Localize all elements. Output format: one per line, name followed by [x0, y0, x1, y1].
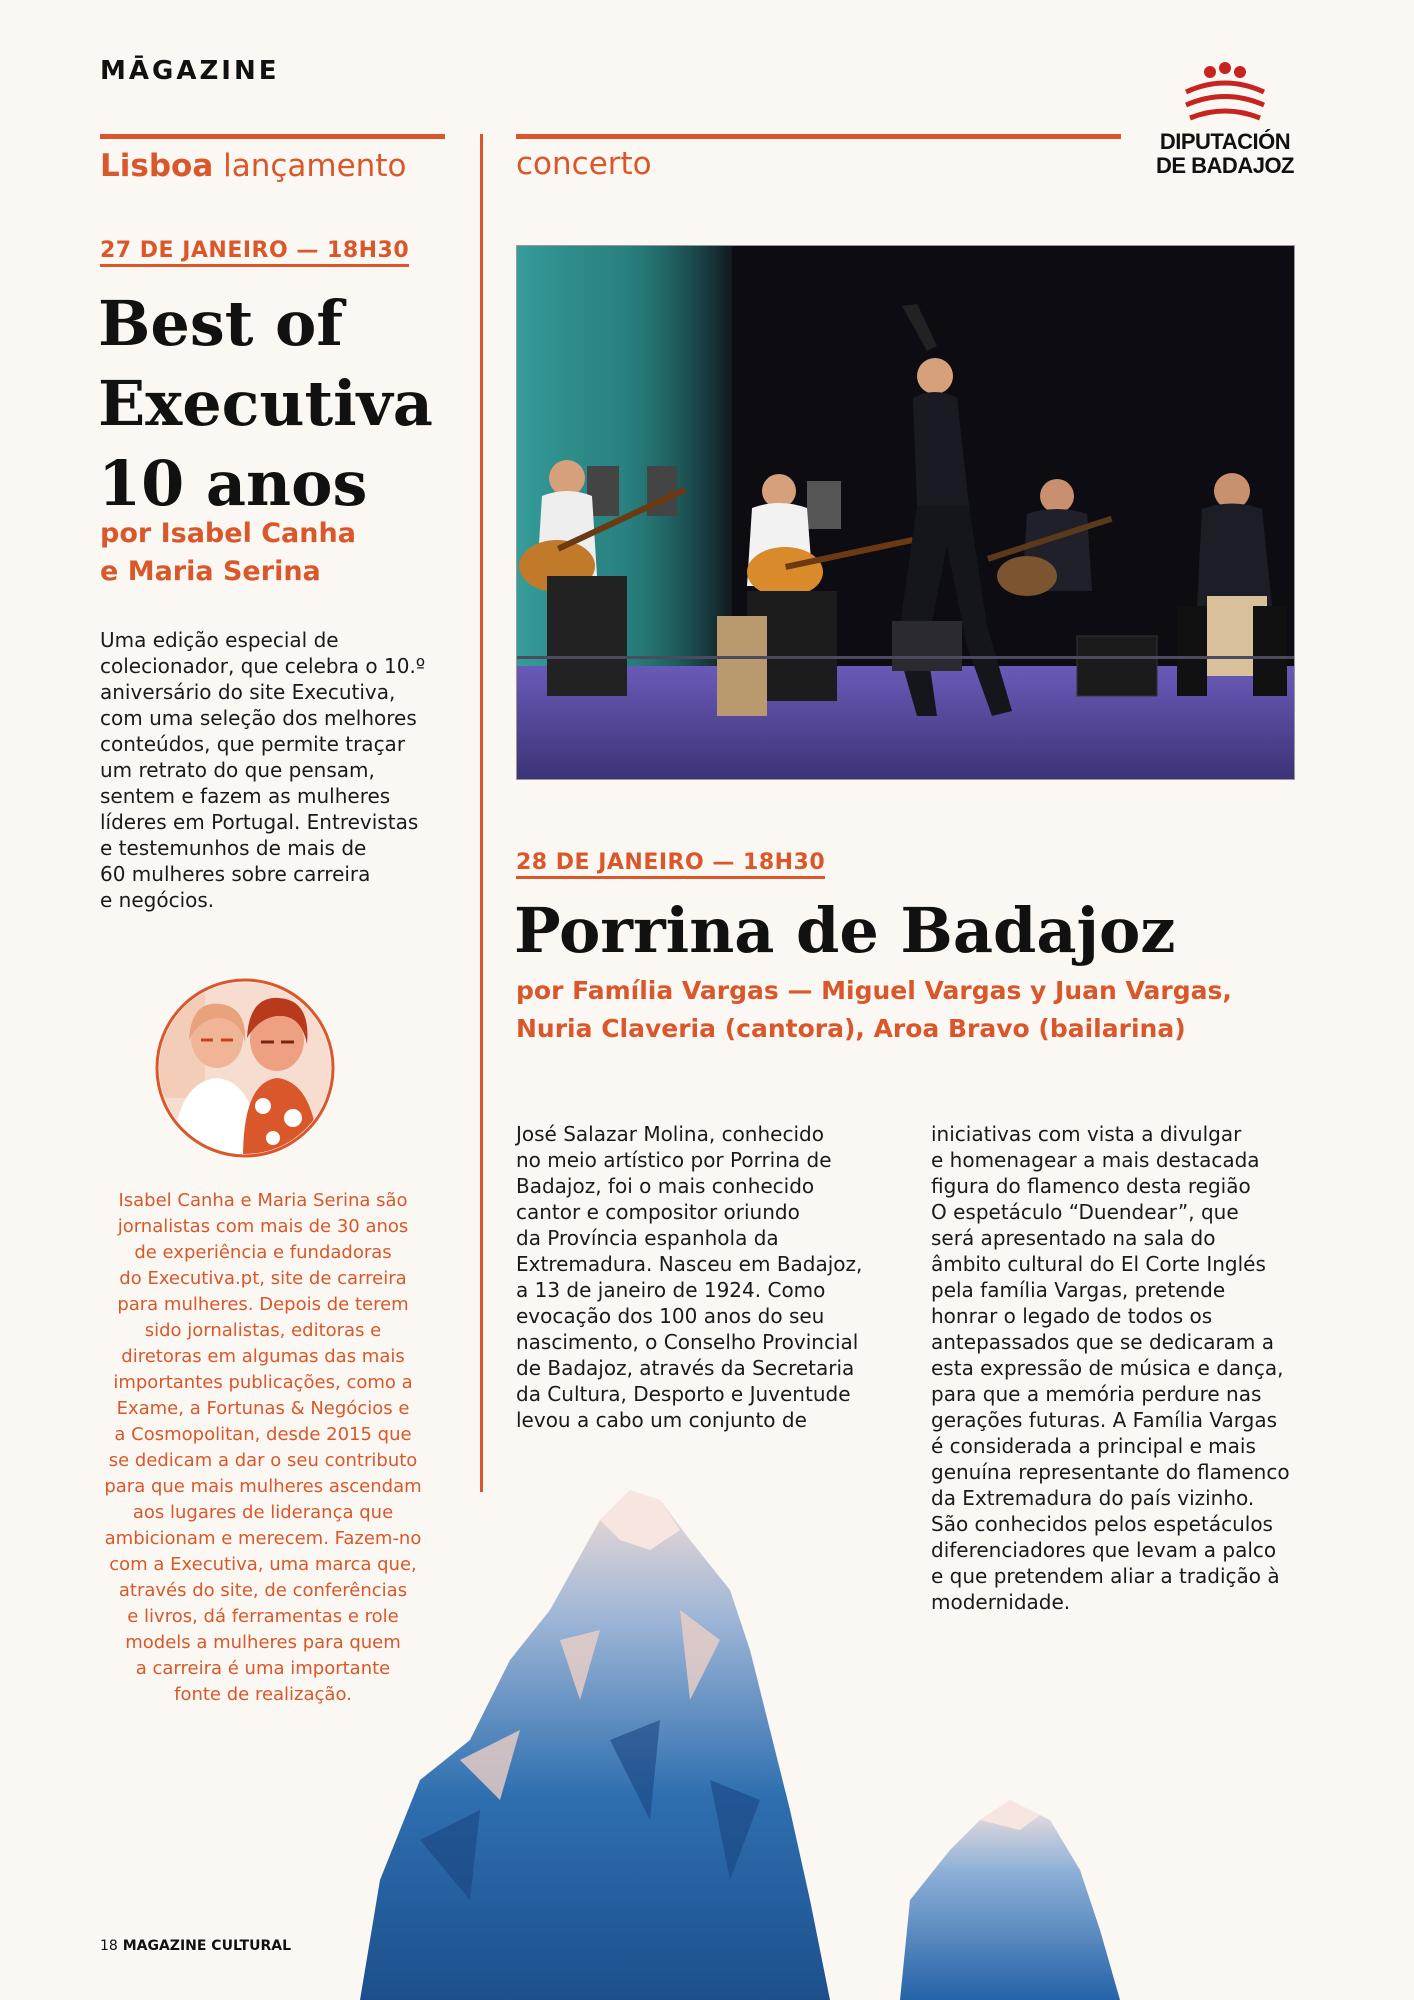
footer-label: MAGAZINE CULTURAL — [122, 1938, 292, 1954]
body-line: evocação dos 100 anos do seu — [516, 1304, 825, 1328]
body-line: O espetáculo “Duendear”, que — [931, 1200, 1239, 1224]
title-line: Executiva — [98, 367, 433, 440]
bio-line: aos lugares de liderança que — [132, 1502, 394, 1523]
body-line: da Extremadura do país vizinho. — [931, 1486, 1255, 1510]
bio-line: a carreira é uma importante — [135, 1658, 391, 1679]
body-line: levou a cabo um conjunto de — [516, 1408, 807, 1432]
event-date-right: 28 DE JANEIRO — 18H30 — [516, 850, 825, 879]
title-line: Best of — [98, 287, 344, 360]
body-line: modernidade. — [931, 1590, 1071, 1614]
body-line: da Cultura, Desporto e Juventude — [516, 1382, 851, 1406]
authors-portrait — [155, 978, 335, 1158]
bio-line: para mulheres. Depois de terem — [117, 1294, 409, 1315]
right-body-col2 — [931, 1121, 1331, 1615]
bio-line: a Cosmopolitan, desde 2015 que — [114, 1424, 412, 1445]
body-line: cantor e compositor oriundo — [516, 1200, 800, 1224]
body-line: líderes em Portugal. Entrevistas — [100, 810, 419, 834]
body-line: Badajoz, foi o mais conhecido — [516, 1174, 815, 1198]
body-line: esta expressão de música e dança, — [931, 1356, 1284, 1380]
body-line: genuína representante do flamenco — [931, 1460, 1290, 1484]
right-section-label: concerto — [516, 146, 652, 182]
bio-line: sido jornalistas, editoras e — [144, 1320, 382, 1341]
concert-photo — [516, 245, 1295, 780]
right-body-col1 — [516, 1121, 916, 1433]
byline-line: Nuria Claveria (cantora), Aroa Bravo (bailarina) — [516, 1014, 1186, 1043]
body-line: nascimento, o Conselho Provincial — [516, 1330, 859, 1354]
body-line: figura do flamenco desta região — [931, 1174, 1251, 1198]
bio-line: ambicionam e merecem. Fazem-no — [104, 1528, 422, 1549]
body-line: para que a memória perdure nas — [931, 1382, 1262, 1406]
body-line: de Badajoz, através da Secretaria — [516, 1356, 855, 1380]
body-line: colecionador, que celebra o 10.º — [100, 654, 426, 678]
body-line: sentem e fazem as mulheres — [100, 784, 391, 808]
bio-line: do Executiva.pt, site de carreira — [119, 1268, 407, 1289]
body-line: pela família Vargas, pretende — [931, 1278, 1226, 1302]
byline-line: por Família Vargas — Miguel Vargas y Juan Vargas, — [516, 976, 1232, 1005]
body-line: Extremadura. Nasceu em Badajoz, — [516, 1252, 863, 1276]
body-line: iniciativas com vista a divulgar — [931, 1122, 1242, 1146]
right-byline — [516, 972, 1232, 1048]
body-line: a 13 de janeiro de 1924. Como — [516, 1278, 826, 1302]
body-line: âmbito cultural do El Corte Inglés — [931, 1252, 1266, 1276]
column-divider — [480, 134, 483, 1492]
body-line: antepassados que se dedicaram a — [931, 1330, 1275, 1354]
body-line: São conhecidos pelos espetáculos — [931, 1512, 1273, 1536]
bio-line: diretoras em algumas das mais — [121, 1346, 405, 1367]
body-line: diferenciadores que levam a palco — [931, 1538, 1277, 1562]
right-section-rule — [516, 134, 1121, 139]
body-line: é considerada a principal e mais — [931, 1434, 1256, 1458]
body-line: aniversário do site Executiva, — [100, 680, 396, 704]
bio-line: Exame, a Fortunas & Negócios e — [116, 1398, 410, 1419]
bio-line: models a mulheres para quem — [125, 1632, 401, 1653]
body-line: conteúdos, que permite traçar — [100, 732, 406, 756]
right-title: Porrina de Badajoz — [514, 894, 1176, 967]
bio-line: através do site, de conferências — [118, 1580, 408, 1601]
bio-line: jornalistas com mais de 30 anos — [117, 1216, 409, 1237]
bio-line: fonte de realização. — [174, 1684, 352, 1705]
page-number: 18 — [100, 1938, 118, 1954]
body-line: José Salazar Molina, conhecido — [516, 1122, 824, 1146]
diputacion-emblem-icon — [1150, 60, 1300, 130]
body-line: será apresentado na sala do — [931, 1226, 1216, 1250]
body-line: Uma edição especial de — [100, 628, 339, 652]
body-line: com uma seleção dos melhores — [100, 706, 417, 730]
left-body — [100, 627, 460, 913]
event-date-left: 27 DE JANEIRO — 18H30 — [100, 238, 409, 267]
byline-line: e Maria Serina — [100, 556, 321, 587]
body-line: e negócios. — [100, 888, 215, 912]
body-line: e testemunhos de mais de — [100, 836, 367, 860]
body-line: e homenagear a mais destacada — [931, 1148, 1260, 1172]
left-byline — [100, 515, 356, 591]
body-line: honrar o legado de todos os — [931, 1304, 1213, 1328]
diputacion-line2: DE BADAJOZ — [1155, 153, 1294, 178]
left-section-rule — [100, 134, 445, 139]
body-line: e que pretendem aliar a tradição à — [931, 1564, 1280, 1588]
body-line: gerações futuras. A Família Vargas — [931, 1408, 1277, 1432]
section-type: lançamento — [223, 148, 407, 184]
bio-line: com a Executiva, uma marca que, — [109, 1554, 417, 1575]
bio-line: Isabel Canha e Maria Serina são — [118, 1190, 408, 1211]
byline-line: por Isabel Canha — [100, 518, 356, 549]
body-line: no meio artístico por Porrina de — [516, 1148, 832, 1172]
bio-line: de experiência e fundadoras — [134, 1242, 392, 1263]
bio-line: importantes publicações, como a — [113, 1372, 413, 1393]
bio-line: para que mais mulheres ascendam — [104, 1476, 422, 1497]
left-title — [98, 284, 433, 524]
bio-line: se dedicam a dar o seu contributo — [108, 1450, 418, 1471]
magazine-logo: MĀGAZINE — [100, 56, 280, 86]
bio-line: e livros, dá ferramentas e role — [127, 1606, 399, 1627]
page-footer — [100, 1938, 291, 1954]
body-line: da Província espanhola da — [516, 1226, 779, 1250]
title-line: 10 anos — [98, 447, 368, 520]
body-line: 60 mulheres sobre carreira — [100, 862, 371, 886]
diputacion-badajoz-logo — [1150, 60, 1300, 185]
diputacion-line1: DIPUTACIÓN — [1159, 129, 1291, 154]
body-line: um retrato do que pensam, — [100, 758, 375, 782]
section-city: Lisboa — [100, 148, 214, 184]
left-section-label — [100, 148, 406, 184]
